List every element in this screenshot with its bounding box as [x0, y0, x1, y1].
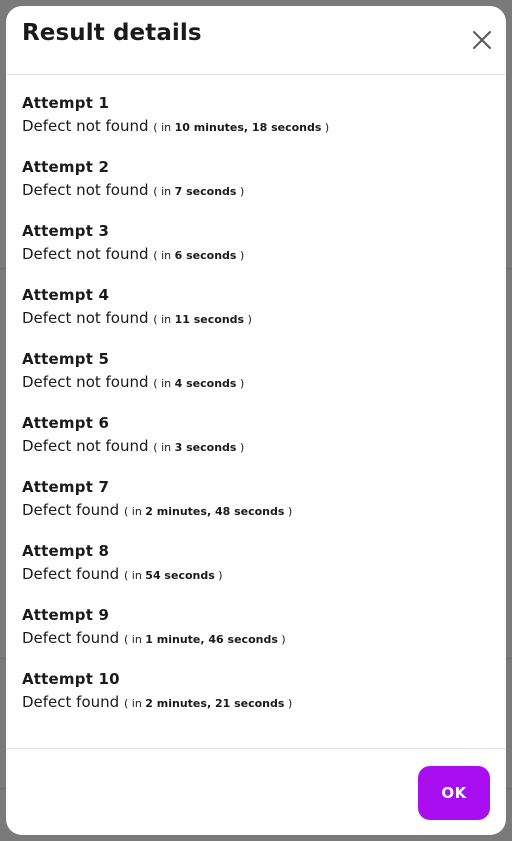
duration-value: 11 seconds [174, 313, 245, 326]
attempt-result: Defect not found [22, 309, 149, 327]
ok-button[interactable]: OK [418, 766, 490, 820]
duration-suffix: ) [287, 697, 293, 710]
attempt-duration [124, 697, 292, 710]
duration-suffix: ) [239, 377, 245, 390]
attempt-result-line [22, 500, 490, 522]
attempt-item [22, 350, 490, 414]
attempt-item [22, 94, 490, 158]
attempt-result-line [22, 308, 490, 330]
attempt-result-line [22, 436, 490, 458]
duration-prefix: ( in [123, 633, 142, 646]
attempt-duration [153, 249, 244, 262]
duration-value: 7 seconds [174, 185, 237, 198]
duration-prefix: ( in [153, 185, 172, 198]
duration-value: 1 minute, 46 seconds [145, 633, 278, 646]
duration-value: 2 minutes, 48 seconds [145, 505, 285, 518]
attempt-result: Defect found [22, 501, 120, 519]
duration-prefix: ( in [123, 569, 142, 582]
dialog-body [6, 76, 506, 747]
attempt-result-line [22, 692, 490, 714]
attempt-item [22, 542, 490, 606]
dialog-footer [6, 748, 506, 835]
duration-value: 4 seconds [174, 377, 237, 390]
attempt-duration [153, 121, 329, 134]
attempt-title: Attempt 2 [22, 158, 110, 176]
duration-suffix: ) [239, 185, 245, 198]
duration-suffix: ) [247, 313, 252, 326]
duration-suffix: ) [239, 249, 245, 262]
duration-prefix: ( in [153, 377, 172, 390]
attempt-duration [124, 505, 292, 518]
attempt-result: Defect not found [22, 245, 149, 263]
duration-value: 6 seconds [174, 249, 237, 262]
dialog-title: Result details [22, 20, 202, 46]
attempt-title: Attempt 1 [22, 94, 110, 112]
attempt-title: Attempt 6 [22, 414, 110, 432]
attempt-result-line [22, 180, 490, 202]
duration-prefix: ( in [153, 249, 172, 262]
attempt-title: Attempt 10 [22, 670, 120, 688]
attempt-duration [153, 313, 252, 326]
attempt-item [22, 414, 490, 478]
attempt-title: Attempt 8 [22, 542, 110, 560]
attempt-item [22, 286, 490, 350]
attempt-result: Defect not found [22, 373, 149, 391]
duration-value: 2 minutes, 21 seconds [145, 697, 285, 710]
attempt-result-line [22, 372, 490, 394]
attempt-result-line [22, 244, 490, 266]
attempt-item [22, 158, 490, 222]
attempt-title: Attempt 4 [22, 286, 110, 304]
attempt-item [22, 670, 490, 734]
duration-suffix: ) [324, 121, 330, 134]
duration-prefix: ( in [123, 697, 142, 710]
attempt-title: Attempt 5 [22, 350, 110, 368]
duration-value: 3 seconds [174, 441, 237, 454]
attempt-title: Attempt 7 [22, 478, 110, 496]
attempt-item [22, 478, 490, 542]
attempt-result-line [22, 116, 490, 138]
attempt-duration [124, 569, 223, 582]
duration-prefix: ( in [123, 505, 142, 518]
duration-value: 54 seconds [145, 569, 215, 582]
attempt-result: Defect not found [22, 117, 149, 135]
close-button[interactable] [470, 28, 494, 52]
attempt-duration [153, 441, 244, 454]
duration-suffix: ) [281, 633, 286, 646]
attempt-title: Attempt 9 [22, 606, 110, 624]
attempt-title: Attempt 3 [22, 222, 110, 240]
attempt-result: Defect not found [22, 181, 149, 199]
attempt-result-line [22, 564, 490, 586]
duration-prefix: ( in [153, 441, 172, 454]
attempt-duration [153, 377, 244, 390]
attempt-duration [124, 633, 286, 646]
close-icon [470, 28, 494, 52]
attempt-result: Defect found [22, 565, 120, 583]
attempt-result: Defect found [22, 693, 120, 711]
duration-suffix: ) [239, 441, 245, 454]
attempt-duration [153, 185, 244, 198]
duration-suffix: ) [287, 505, 293, 518]
attempt-result-line [22, 628, 490, 650]
result-details-dialog [6, 6, 506, 835]
attempt-result: Defect found [22, 629, 120, 647]
attempt-result: Defect not found [22, 437, 149, 455]
duration-suffix: ) [218, 569, 223, 582]
duration-prefix: ( in [153, 121, 172, 134]
duration-prefix: ( in [153, 313, 172, 326]
attempt-item [22, 222, 490, 286]
duration-value: 10 minutes, 18 seconds [174, 121, 322, 134]
dialog-header [6, 6, 506, 75]
attempt-item [22, 606, 490, 670]
